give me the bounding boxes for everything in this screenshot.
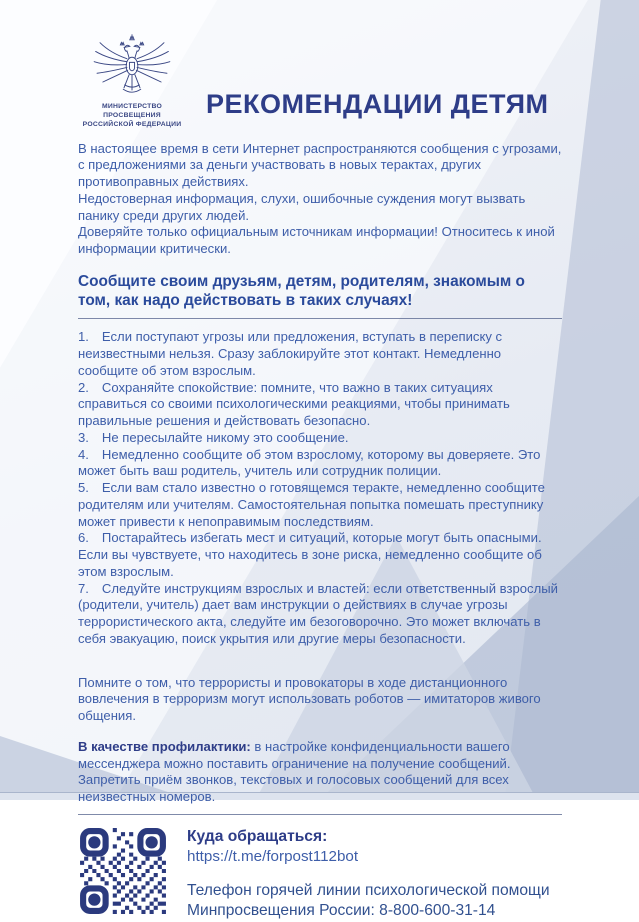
divider <box>78 814 562 815</box>
list-item-number: 4. <box>78 446 89 462</box>
list-item-number: 7. <box>78 580 89 596</box>
list-item <box>78 581 562 648</box>
prevention-text: в настройке конфиденциальности вашего мессенджера можно поставить ограничение на получение сообщений. Запретить приём звонков, текстовых и голосовых сообщений для всех неизвестных номеров. <box>78 738 511 805</box>
ministry-emblem <box>80 34 184 130</box>
double-headed-eagle-icon <box>88 34 176 98</box>
intro-paragraph: Доверяйте только официальным источникам информации! Относитесь к иной информации критически. <box>78 224 555 257</box>
hotline-line1: Телефон горячей линии психологической помощи <box>187 881 550 899</box>
list-item-number: 1. <box>78 329 89 345</box>
prevention-paragraph <box>78 739 562 806</box>
hotline-line2: Минпросвещения России: 8-800-600-31-14 <box>187 902 496 920</box>
list-item-text: Сохраняйте спокойствие: помните, что важно в таких ситуациях справиться со своими психологическими реакциями, чтобы принимать правильные решения и действовать безопасно. <box>78 379 510 429</box>
qr-code <box>78 826 168 921</box>
page-title: РЕКОМЕНДАЦИИ ДЕТЯМ <box>206 88 549 119</box>
contact-info <box>187 824 550 922</box>
header <box>78 34 562 130</box>
list-item <box>78 380 562 430</box>
list-item-number: 5. <box>78 480 89 496</box>
recommendations-list <box>78 329 562 647</box>
contact-heading: Куда обращаться: <box>187 827 328 845</box>
list-item <box>78 447 562 481</box>
list-item-number: 3. <box>78 429 89 445</box>
list-item-text: Постарайтесь избегать мест и ситуаций, которые могут быть опасными. Если вы чувствуете, что находитесь в зоне риска, немедленно сообщите об этом взрослым. <box>78 530 542 579</box>
ministry-name <box>80 102 184 130</box>
ministry-name-line2: РОССИЙСКОЙ ФЕДЕРАЦИИ <box>82 121 182 129</box>
list-item <box>78 480 562 530</box>
poster-content <box>78 34 562 922</box>
intro-section <box>78 141 562 258</box>
list-item <box>78 530 562 580</box>
list-item-text: Если поступают угрозы или предложения, вступать в переписку с неизвестными нельзя. Сразу заблокируйте этот контакт. Немедленно сообщите об этом взрослым. <box>78 329 503 378</box>
callout-heading: Сообщите своим друзьям, детям, родителям, знакомым о том, как надо действовать в таких случаях! <box>78 272 525 310</box>
hotline-info <box>187 881 550 922</box>
list-item-text: Следуйте инструкциям взрослых и властей: если ответственный взрослый (родители, учитель) дает вам инструкции о действиях в случае угрозы террористического акта, следуйте им безоговорочно. Это может включать в себя эвакуацию, поиск укрытия или другие меры безопасности. <box>78 580 558 646</box>
list-item-text: Не пересылайте никому это сообщение. <box>101 429 349 445</box>
intro-paragraph: Недостоверная информация, слухи, ошибочные суждения могут вызвать панику среди других людей. <box>78 190 526 223</box>
telegram-bot-link[interactable]: https://t.me/forpost112bot <box>187 848 359 866</box>
divider <box>78 318 562 319</box>
prevention-lead: В качестве профилактики: <box>78 738 251 754</box>
list-item-text: Если вам стало известно о готовящемся теракте, немедленно сообщите родителям или учителям. Самостоятельная попытка помешать преступнику может привести к непоправимым последствиям. <box>78 480 545 529</box>
ministry-name-line1: МИНИСТЕРСТВО ПРОСВЕЩЕНИЯ <box>101 103 163 120</box>
list-item <box>78 430 562 447</box>
reminder-paragraph: Помните о том, что террористы и провокаторы в ходе дистанционного вовлечения в терроризм могут использовать роботов — имитаторов живого общения. <box>78 674 541 724</box>
list-item-number: 2. <box>78 379 89 395</box>
list-item-number: 6. <box>78 530 89 546</box>
qr-code-icon <box>78 826 168 916</box>
list-item <box>78 329 562 379</box>
list-item-text: Немедленно сообщите об этом взрослому, которому вы доверяете. Это может быть ваш родитель, учитель или сотрудник полиции. <box>78 446 541 479</box>
contact-section <box>78 824 562 922</box>
intro-paragraph: В настоящее время в сети Интернет распространяются сообщения с угрозами, с предложениями за деньги участвовать в новых терактах, других противоправных действиях. <box>78 140 562 190</box>
